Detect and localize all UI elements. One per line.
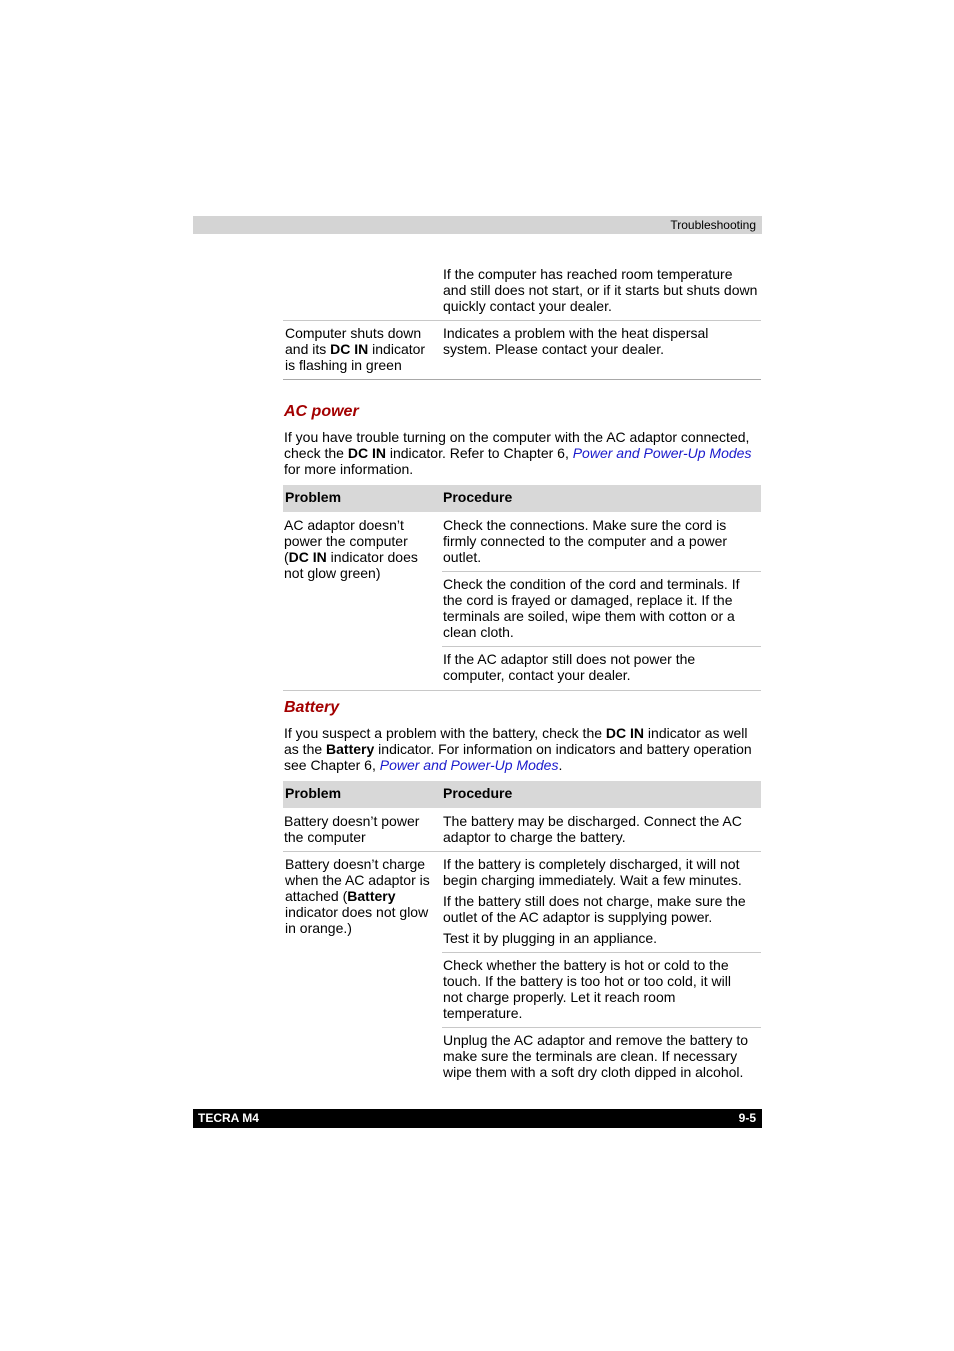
table-divider — [442, 1027, 761, 1028]
battery-row1-procedure: The battery may be discharged. Connect the AC adaptor to charge the battery. — [443, 813, 742, 845]
col-procedure: Procedure — [443, 489, 513, 505]
battery-row2-problem: Battery doesn’t charge when the AC adaptor is attached (Battery indicator does not glow in orange.) — [285, 856, 430, 936]
battery-row2-procedure-5: Unplug the AC adaptor and remove the battery to make sure the terminals are clean. If necessary wipe them with a soft dry cloth dipped in alcohol. — [443, 1032, 749, 1080]
section-title: Troubleshooting — [670, 218, 756, 232]
top-row2-problem: Computer shuts down and its DC IN indicator is flashing in green — [285, 325, 426, 373]
battery-row1-problem: Battery doesn’t power the computer — [284, 813, 420, 845]
table-bottom-rule — [283, 379, 761, 380]
table-bottom-rule — [283, 690, 761, 691]
ac-procedure-1: Check the connections. Make sure the cord is firmly connected to the computer and a power outlet. — [443, 517, 728, 565]
battery-row2-procedure-4: Check whether the battery is hot or cold to the touch. If the battery is too hot or too cold, it will not charge properly. Let it reach room temperature. — [443, 957, 731, 1021]
top-row1-procedure: If the computer has reached room temperature and still does not start, or if it starts but shuts down quickly contact your dealer. — [443, 266, 758, 314]
chapter-link[interactable]: Power and Power-Up Modes — [379, 757, 559, 773]
ac-power-heading: AC power — [284, 403, 359, 420]
col-problem: Problem — [285, 785, 342, 801]
battery-intro: If you suspect a problem with the battery, check the DC IN indicator as well as the Battery indicator. For information on indicators and battery operation see Chapter 6, Power and Power-Up Modes. — [284, 725, 752, 773]
battery-heading: Battery — [284, 699, 340, 716]
top-row2-procedure: Indicates a problem with the heat dispersal system. Please contact your dealer. — [443, 325, 709, 357]
battery-row2-procedure-3: Test it by plugging in an appliance. — [443, 930, 658, 946]
ac-table-header — [283, 485, 761, 512]
chapter-link[interactable]: Power and Power-Up Modes — [572, 445, 752, 461]
table-divider — [442, 952, 761, 953]
battery-table-header — [283, 781, 761, 808]
battery-row2-procedure-2: If the battery still does not charge, make sure the outlet of the AC adaptor is supplying power. — [443, 893, 746, 925]
table-divider — [442, 571, 761, 572]
product-name: TECRA M4 — [198, 1111, 259, 1125]
ac-procedure-3: If the AC adaptor still does not power the computer, contact your dealer. — [443, 651, 696, 683]
ac-procedure-2: Check the condition of the cord and terminals. If the cord is frayed or damaged, replace it. If the terminals are soiled, wipe them with cotton or a clean cloth. — [443, 576, 740, 640]
page-header — [193, 216, 762, 234]
page-footer — [193, 1109, 762, 1128]
page-number: 9-5 — [738, 1111, 756, 1125]
ac-power-intro: If you have trouble turning on the computer with the AC adaptor connected, check the DC IN indicator. Refer to Chapter 6, Power and Power-Up Modes for more information. — [284, 429, 752, 477]
col-procedure: Procedure — [443, 785, 513, 801]
table-divider — [442, 646, 761, 647]
col-problem: Problem — [285, 489, 342, 505]
battery-row2-procedure-1: If the battery is completely discharged, it will not begin charging immediately. Wait a few minutes. — [443, 856, 742, 888]
table-divider — [283, 320, 761, 321]
table-divider — [283, 851, 761, 852]
ac-problem: AC adaptor doesn’t power the computer (DC IN indicator does not glow green) — [284, 517, 418, 581]
